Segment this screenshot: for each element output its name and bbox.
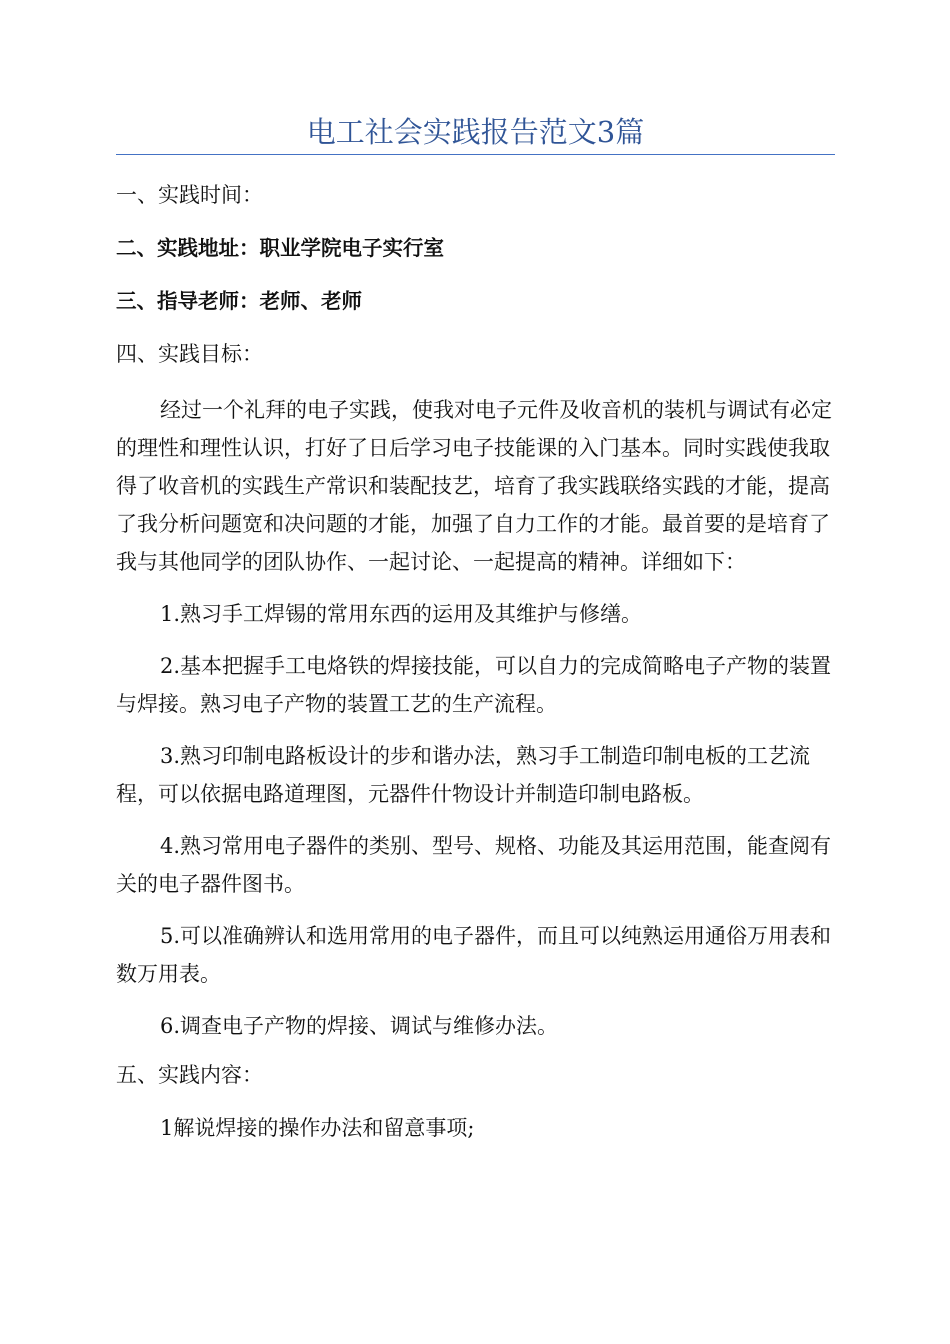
objective-item-4: 4.熟习常用电子器件的类别、型号、规格、功能及其运用范围，能查阅有关的电子器件图书。: [116, 834, 832, 896]
objective-item-2: 2.基本把握手工电烙铁的焊接技能，可以自力的完成简略电子产物的装置与焊接。熟习电子产物的装置工艺的生产流程。: [116, 654, 832, 716]
practice-time-line: 一、实践时间：: [116, 183, 263, 207]
content-item-1: 1解说焊接的操作办法和留意事项;: [160, 1116, 475, 1140]
objective-item-6: 6.调查电子产物的焊接、调试与维修办法。: [160, 1014, 559, 1038]
objective-item-3: 3.熟习印制电路板设计的步和谐办法，熟习手工制造印制电板的工艺流程，可以依据电路道理图，元器件什物设计并制造印制电路板。: [116, 744, 811, 806]
content-heading: 五、实践内容：: [116, 1063, 263, 1087]
intro-paragraph: 经过一个礼拜的电子实践，使我对电子元件及收音机的装机与调试有必定的理性和理性认识，打好了日后学习电子技能课的入门基本。同时实践使我取得了收音机的实践生产常识和装配技艺，培育了我实践联络实践的才能，提高了我分析问题宽和决问题的才能，加强了自力工作的才能。最首要的是培育了我与其他同学的团队协作、一起讨论、一起提高的精神。详细如下：: [116, 398, 832, 574]
objective-item-5: 5.可以准确辨认和选用常用的电子器件，而且可以纯熟运用通俗万用表和数万用表。: [116, 924, 832, 986]
document-body: [116, 172, 835, 1151]
objectives-heading: 四、实践目标：: [116, 342, 263, 366]
objective-item-1: 1.熟习手工焊锡的常用东西的运用及其维护与修缮。: [160, 602, 643, 626]
practice-location-line: 二、实践地址：职业学院电子实行室: [116, 236, 444, 260]
title-underline: [116, 154, 835, 155]
instructor-line: 三、指导老师：老师、老师: [116, 289, 362, 313]
document-title: 电工社会实践报告范文3篇: [306, 115, 645, 149]
